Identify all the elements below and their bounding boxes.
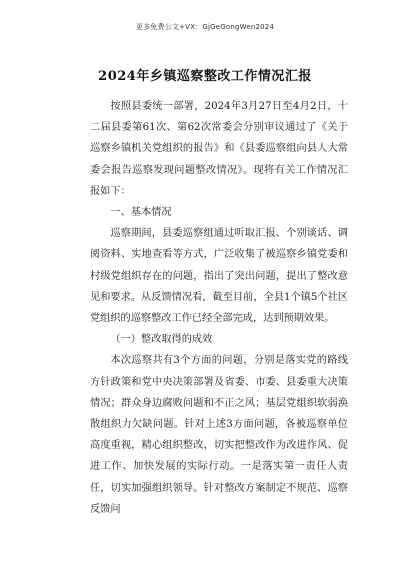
document-body [90,96,348,520]
document-title: 2024年乡镇巡察整改工作情况汇报 [98,69,312,84]
subsection-heading-results: （一）整改取得的成效 [110,334,213,346]
paragraph-inspection-period: 巡察期间，县委巡察组通过听取汇报、个别谈话、调阅资料、实地查看等方式，广泛收集了被巡察乡镇党委和村级党组织存在的问题，指出了突出问题，提出了整改意见和要求。从反馈情况看，截至目前，全县1个镇5个社区党组织的巡察整改工作已经全部完成，达到预期效果。 [90,228,348,325]
section-heading-basic-situation: 一、基本情况 [110,207,172,219]
header-note: 更多免费公文+VX：GjGeGongWen2024 [135,23,275,31]
paragraph-rectification-details: 本次巡察共有3个方面的问题，分别是落实党的路线方针政策和党中央决策部署及省委、市委、县委重大决策情况；群众身边腐败问题和不正之风；基层党组织软弱涣散组织力欠缺问题。针对上述3方面问题，各被巡察单位高度重视，精心组织整改，切实把整改作为改进作风、促进工作、加快发展的实际行动。一是落实第一责任人责任，切实加强组织领导。针对整改方案制定不规范、巡察反馈问 [90,355,348,515]
paragraph-intro: 按照县委统一部署，2024年3月27日至4月2日，十二届县委第61次、第62次常委会分别审议通过了《关于巡察乡镇机关党组织的报告》和《县委巡察组向县人大常委会报告巡察发现问题整改情况》。现将有关工作情况汇报如下： [90,101,348,197]
